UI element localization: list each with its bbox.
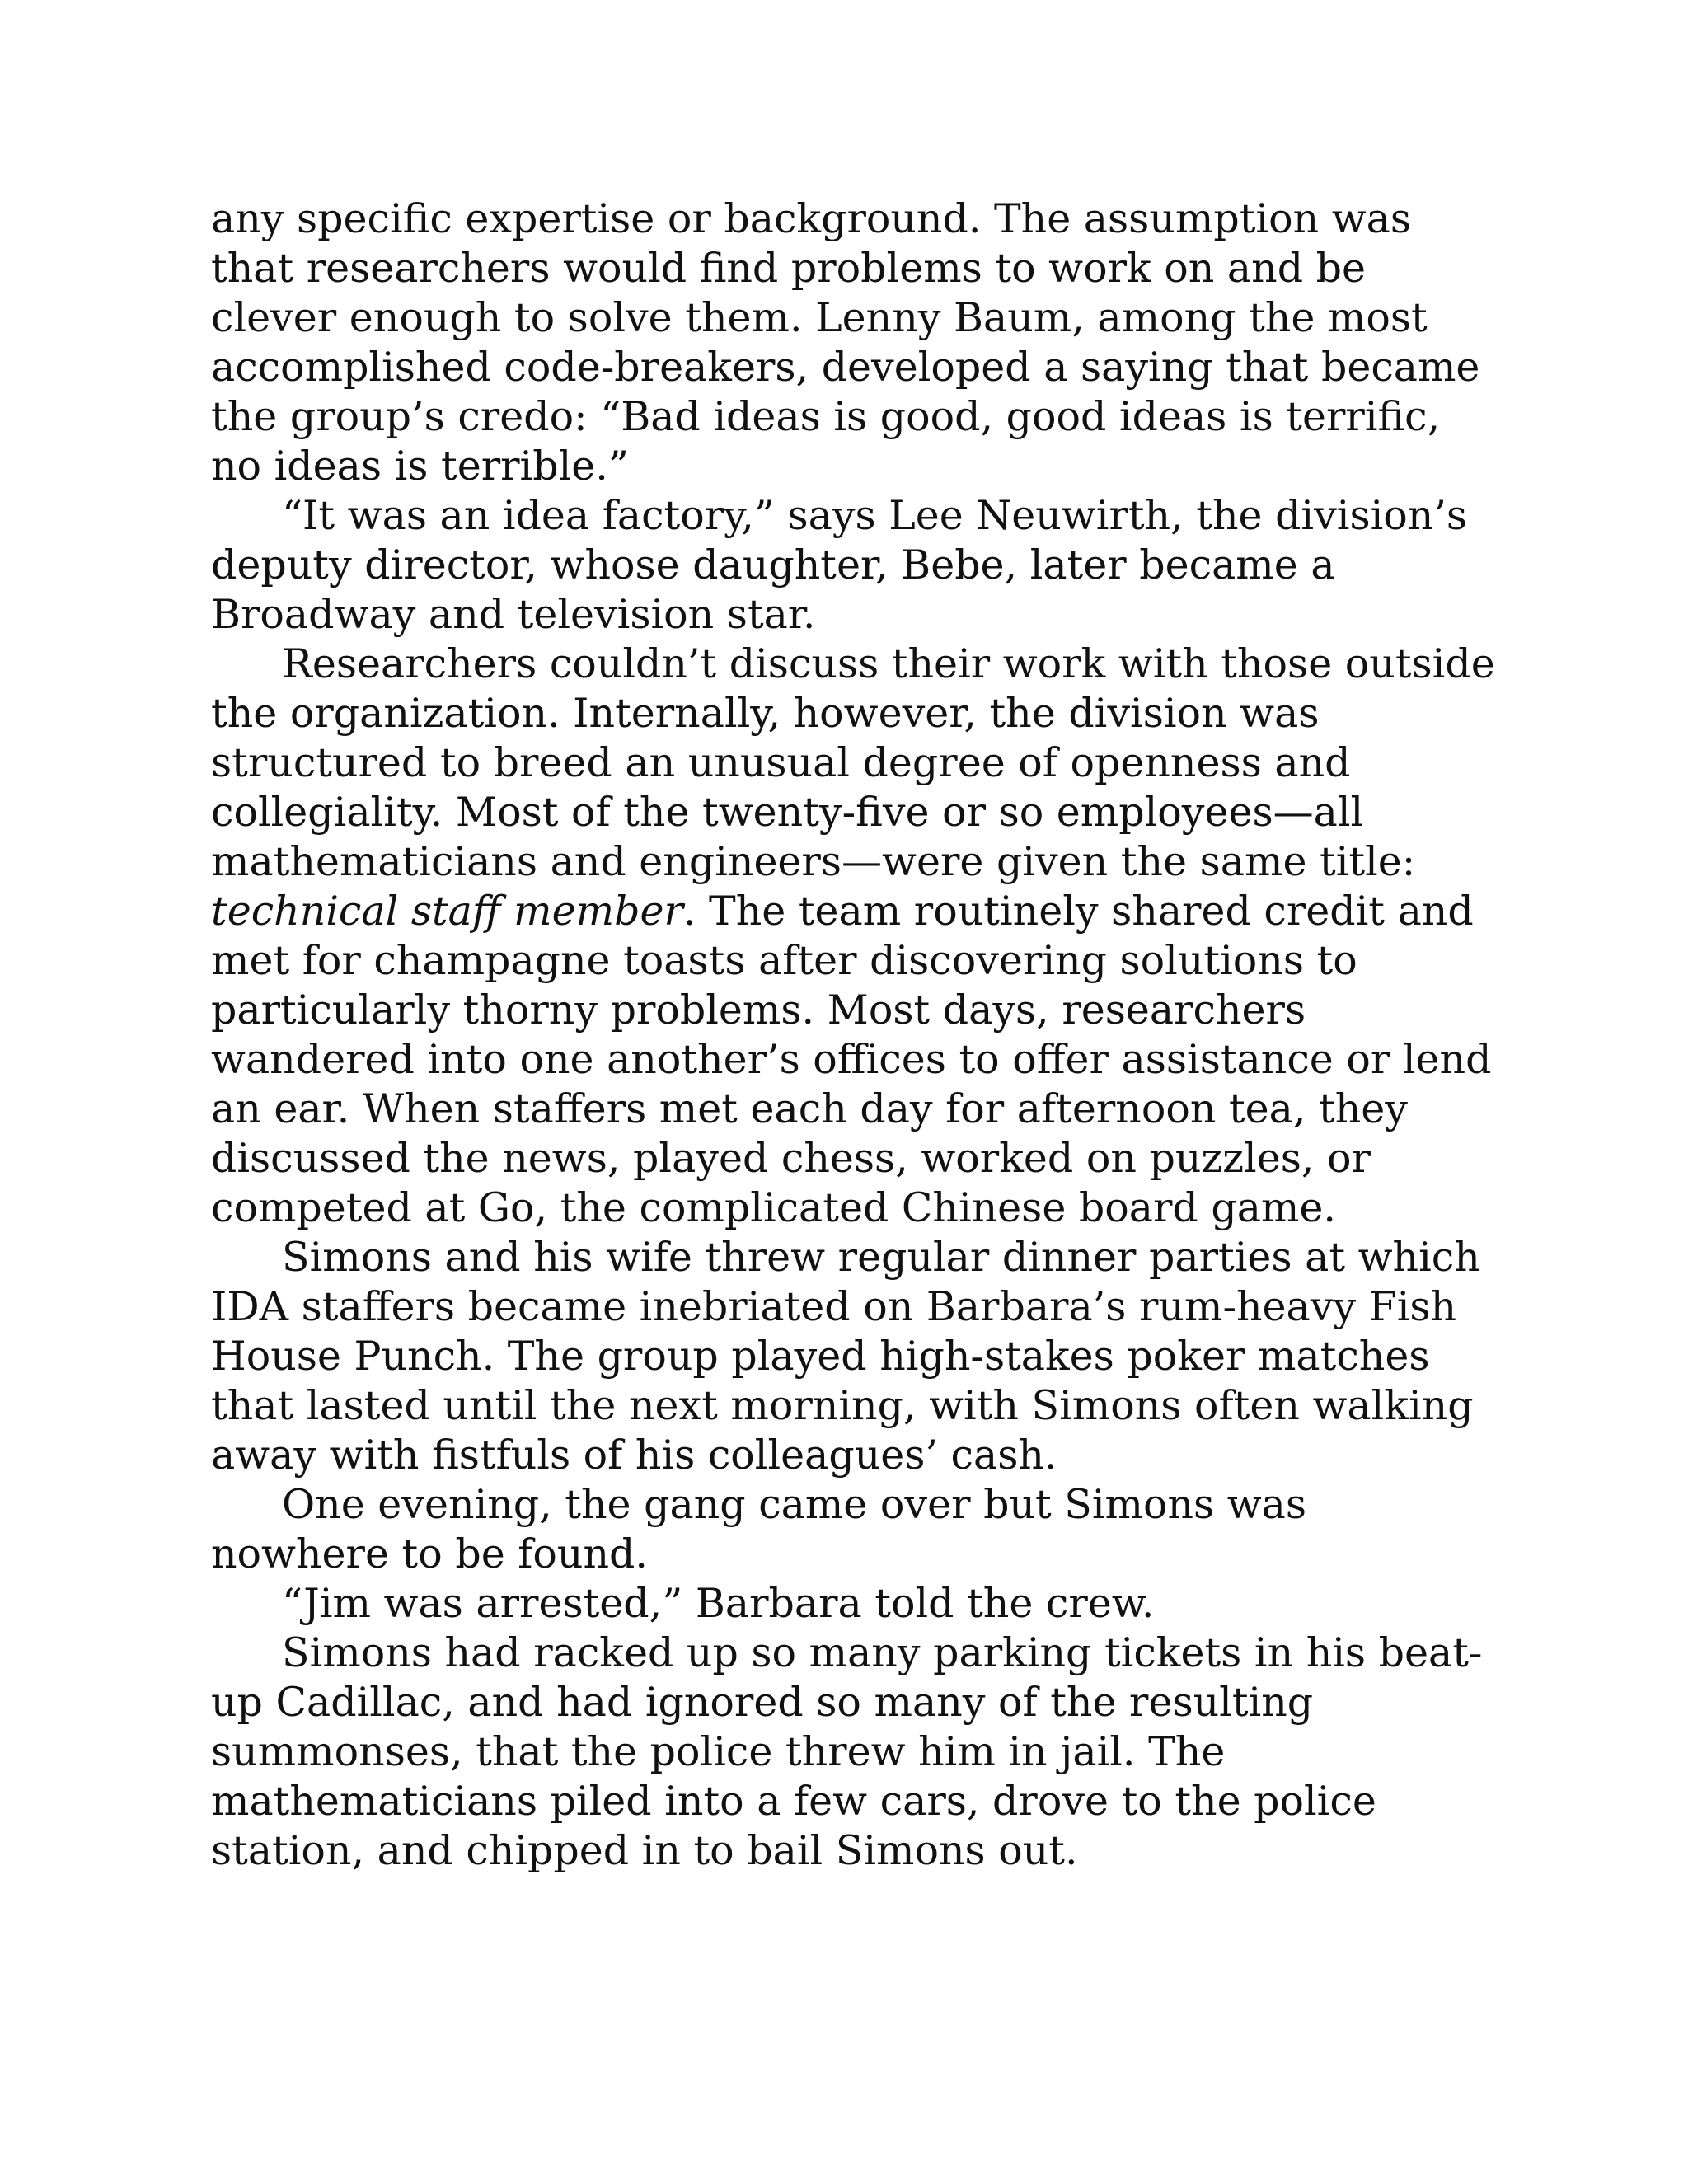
paragraph-3 xyxy=(211,640,1497,1233)
paragraph-7: Simons had racked up so many parking tickets in his beat-up Cadillac, and had ignored so many of the resulting summonses, that the police threw him in jail. The mathematicians piled into a few cars, drove to the police station, and chipped in to bail Simons out. xyxy=(211,1629,1483,1874)
paragraph-5: One evening, the gang came over but Simons was nowhere to be found. xyxy=(211,1481,1307,1577)
paragraph-3-text-start: Researchers couldn’t discuss their work with those outside the organization. Internally, however, the division was structured to breed an unusual degree of openness and collegiality. Most of the twenty-five or so employees—all mathematicians and engineers—were given the same title: xyxy=(211,640,1495,885)
italic-job-title: technical staff member xyxy=(211,888,683,935)
paragraph-6: “Jim was arrested,” Barbara told the crew. xyxy=(282,1580,1155,1627)
paragraph-2: “It was an idea factory,” says Lee Neuwirth, the division’s deputy director, whose daughter, Bebe, later became a Broadway and television star. xyxy=(211,492,1468,638)
paragraph-3-text-end: . The team routinely shared credit and met for champagne toasts after discovering solutions to particularly thorny problems. Most days, researchers wandered into one another’s offices to offer assistance or lend an ear. When staffers met each day for afternoon tea, they discussed the news, played chess, worked on puzzles, or competed at Go, the complicated Chinese board game. xyxy=(211,888,1492,1231)
paragraph-4: Simons and his wife threw regular dinner parties at which IDA staffers became inebriated on Barbara’s rum-heavy Fish House Punch. The group played high-stakes poker matches that lasted until the next morning, with Simons often walking away with fistfuls of his colleagues’ cash. xyxy=(211,1234,1480,1479)
paragraph-1: any specific expertise or background. The assumption was that researchers would find problems to work on and be clever enough to solve them. Lenny Baum, among the most accomplished code-breakers, developed a saying that became the group’s credo: “Bad ideas is good, good ideas is terrific, no ideas is terrible.” xyxy=(211,195,1480,490)
page-body xyxy=(211,194,1497,1876)
